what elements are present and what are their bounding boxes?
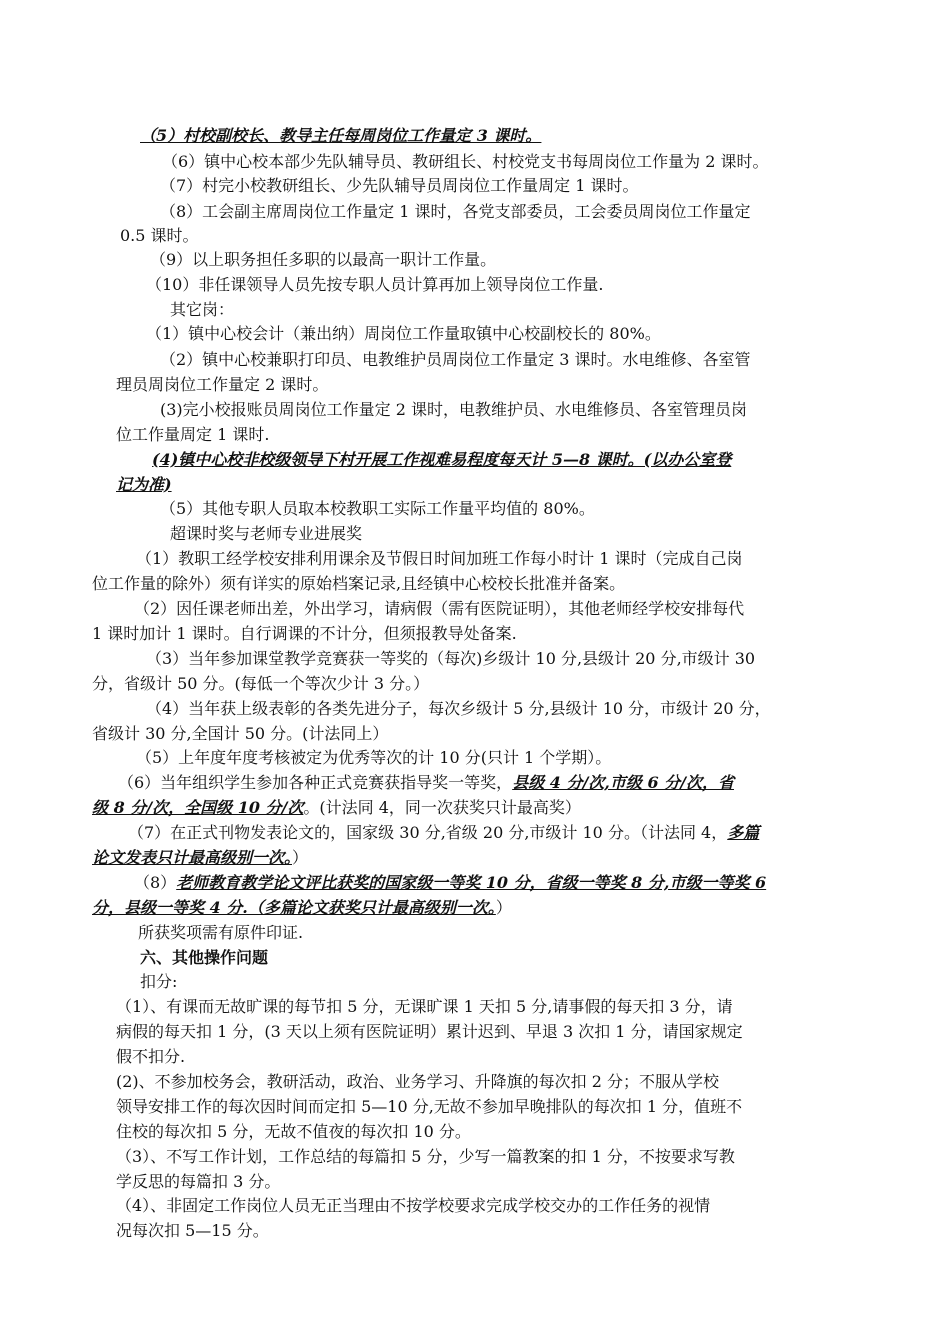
- text-line: 所获奖项需有原件印证.: [138, 923, 304, 942]
- text-span: ）: [495, 898, 512, 917]
- text-line: [118, 771, 734, 795]
- text-line: （8）工会副主席周岗位工作量定 1 课时，各党支部委员，工会委员周岗位工作量定: [160, 202, 751, 221]
- emphasized-text: 多篇: [727, 823, 760, 842]
- emphasized-text: 老师教育教学论文评比获奖的国家级一等奖 10 分，省级一等奖 8 分,市级一等奖 6: [176, 873, 767, 892]
- text-line: （7）村完小校教研组长、少先队辅导员周岗位工作量周定 1 课时。: [160, 176, 639, 195]
- text-line: [128, 821, 759, 845]
- text-line: （3）当年参加课堂教学竞赛获一等奖的（每次)乡级计 10 分,县级计 20 分,市级计 30: [146, 649, 756, 668]
- text-line: （5）村校副校长、教导主任每周岗位工作量定 3 课时。: [140, 126, 542, 145]
- text-span: （8）: [134, 873, 177, 892]
- text-line: （2）镇中心校兼职打印员、电教维护员周岗位工作量定 3 课时。水电维修、各室管: [160, 350, 751, 369]
- text-line: 学反思的每篇扣 3 分。: [116, 1172, 281, 1191]
- text-line: 位工作量的除外）须有详实的原始档案记录,且经镇中心校校长批准并备案。: [92, 574, 626, 593]
- text-line: [92, 796, 581, 820]
- text-line: （1）、有课而无故旷课的每节扣 5 分，无课旷课 1 天扣 5 分,请事假的每天扣 3 分，请: [116, 997, 733, 1016]
- text-line: （4）、非固定工作岗位人员无正当理由不按学校要求完成学校交办的工作任务的视情: [116, 1196, 711, 1215]
- text-line: 领导安排工作的每次因时间而定扣 5—10 分,无故不参加早晚排队的每次扣 1 分，值班不: [116, 1097, 743, 1116]
- emphasized-text: 县级 4 分/次,市级 6 分/次，省: [512, 773, 734, 792]
- text-span: 。(计法同 4，同一次获奖只计最高奖）: [303, 798, 581, 817]
- text-line: （5）上年度年度考核被定为优秀等次的计 10 分(只计 1 个学期）。: [136, 748, 612, 767]
- text-line: （1）教职工经学校安排利用课余及节假日时间加班工作每小时计 1 课时（完成自己岗: [136, 549, 743, 568]
- text-line: 住校的每次扣 5 分，无故不值夜的每次扣 10 分。: [116, 1122, 471, 1141]
- text-line: 1 课时加计 1 课时。自行调课的不计分，但须报教导处备案.: [92, 624, 517, 643]
- section-title: 六、其他操作问题: [140, 948, 269, 967]
- text-line: 分，省级计 50 分。(每低一个等次少计 3 分。）: [92, 674, 430, 693]
- text-line: 扣分:: [140, 972, 178, 991]
- text-line: （6）镇中心校本部少先队辅导员、教研组长、村校党支书每周岗位工作量为 2 课时。: [162, 152, 769, 171]
- text-span: （6）当年组织学生参加各种正式竞赛获指导奖一等奖，: [118, 773, 513, 792]
- text-line: 0.5 课时。: [120, 226, 199, 245]
- text-line: （3）、不写工作计划，工作总结的每篇扣 5 分，少写一篇教案的扣 1 分，不按要求写教: [116, 1147, 735, 1166]
- text-line: （9）以上职务担任多职的以最高一职计工作量。: [150, 250, 497, 269]
- text-line: [92, 846, 308, 870]
- text-span: ）: [292, 848, 309, 867]
- text-line: 假不扣分.: [116, 1047, 186, 1066]
- text-line: (3)完小校报账员周岗位工作量定 2 课时，电教维护员、水电维修员、各室管理员岗: [160, 400, 748, 419]
- text-line: [92, 896, 512, 920]
- text-line: 病假的每天扣 1 分，(3 天以上须有医院证明）累计迟到、早退 3 次扣 1 分，请国家规定: [116, 1022, 743, 1041]
- text-line: 记为准): [116, 475, 172, 494]
- emphasized-text: 论文发表只计最高级别一次。: [92, 848, 293, 867]
- text-line: （2）因任课老师出差，外出学习，请病假（需有医院证明），其他老师经学校安排每代: [134, 599, 745, 618]
- section-heading: 其它岗：: [170, 300, 235, 319]
- text-span: （7）在正式刊物发表论文的，国家级 30 分,省级 20 分,市级计 10 分。（计法同 4，: [128, 823, 728, 842]
- section-heading: 超课时奖与老师专业进展奖: [170, 524, 363, 543]
- text-line: （1）镇中心校会计（兼出纳）周岗位工作量取镇中心校副校长的 80%。: [146, 324, 661, 343]
- emphasized-text: 级 8 分/次，全国级 10 分/次: [92, 798, 304, 817]
- text-line: （4）当年获上级表彰的各类先进分子，每次乡级计 5 分,县级计 10 分，市级计 20 分，: [146, 699, 771, 718]
- text-line: 况每次扣 5—15 分。: [116, 1221, 269, 1240]
- text-line: 位工作量周定 1 课时.: [116, 425, 270, 444]
- text-line: (4)镇中心校非校级领导下村开展工作视难易程度每天计 5—8 课时。(以办公室登: [152, 450, 732, 469]
- text-line: 省级计 30 分,全国计 50 分。(计法同上）: [92, 724, 389, 743]
- text-line: (2)、不参加校务会，教研活动，政治、业务学习、升降旗的每次扣 2 分；不服从学校: [116, 1072, 720, 1091]
- text-line: （10）非任课领导人员先按专职人员计算再加上领导岗位工作量.: [146, 275, 604, 294]
- emphasized-text: 分，县级一等奖 4 分.（多篇论文获奖只计最高级别一次。: [92, 898, 496, 917]
- text-line: （5）其他专职人员取本校教职工实际工作量平均值的 80%。: [160, 499, 595, 518]
- text-line: [134, 871, 766, 895]
- text-line: 理员周岗位工作量定 2 课时。: [116, 375, 329, 394]
